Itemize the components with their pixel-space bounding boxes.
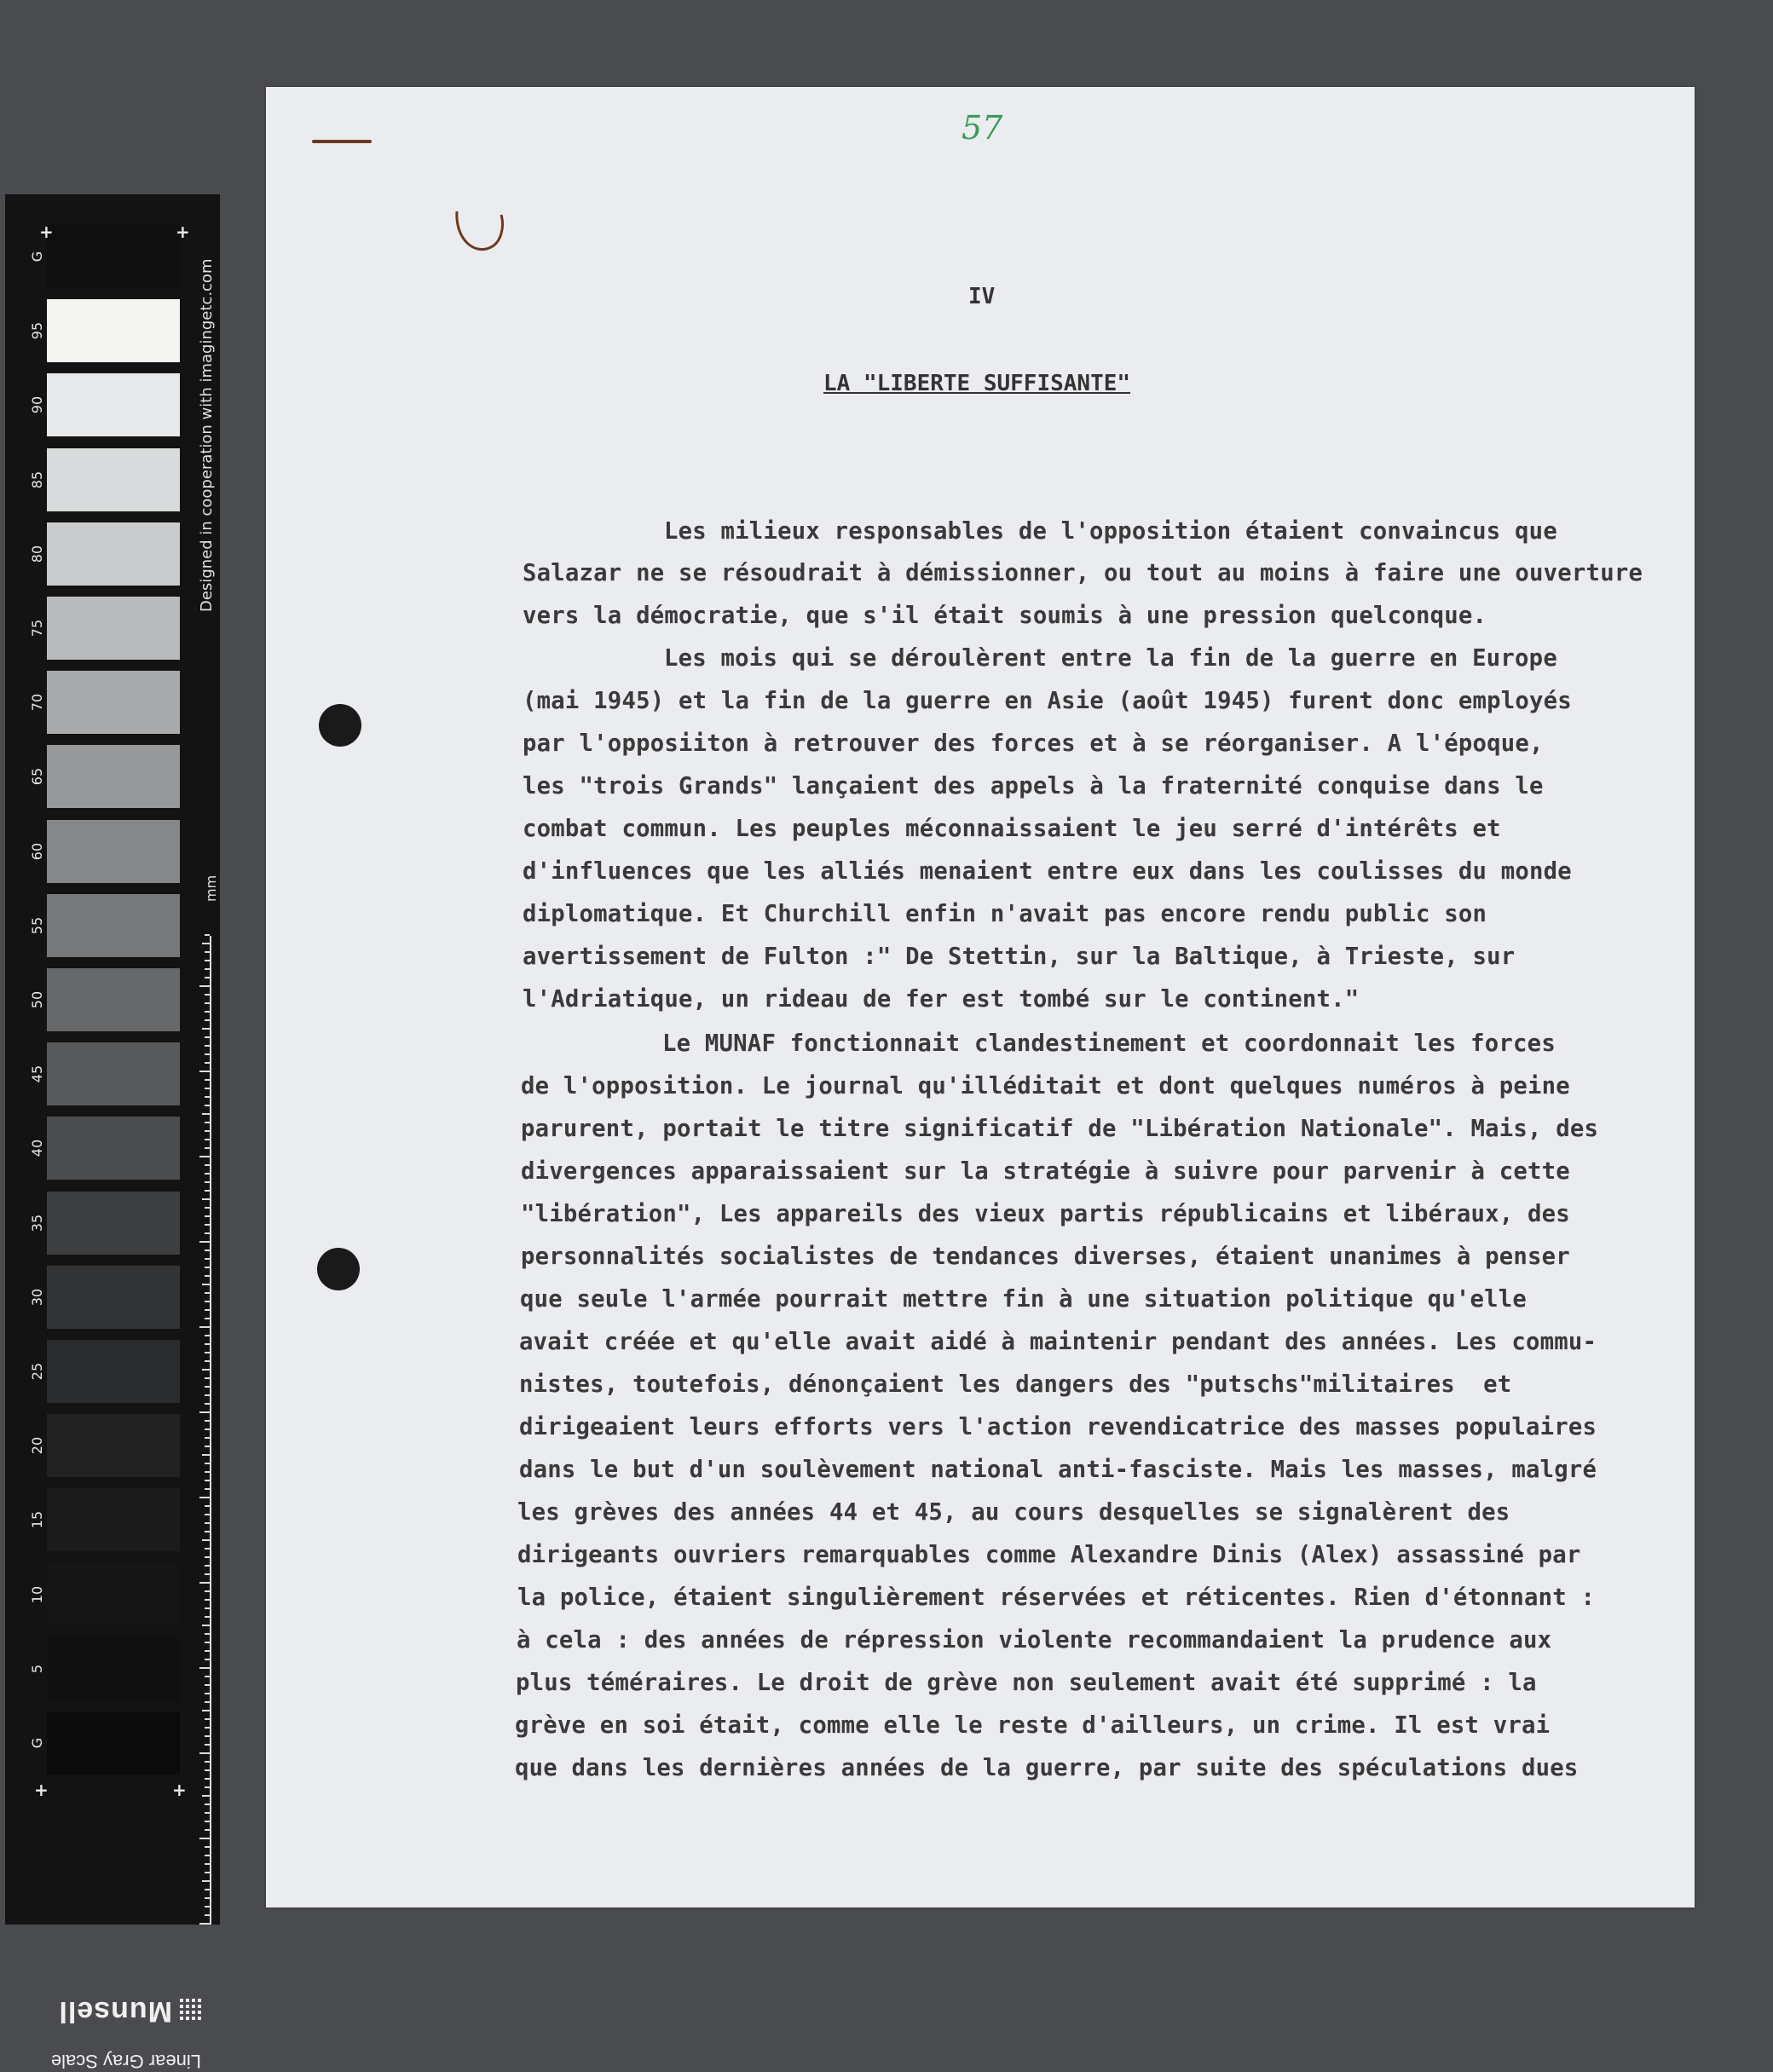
ruler-tick <box>205 1292 210 1294</box>
text-line: grève en soi était, comme elle le reste d'ailleurs, un crime. Il est vrai <box>515 1712 1551 1739</box>
ruler-tick <box>205 1906 210 1908</box>
ruler-tick <box>205 1565 210 1567</box>
ruler-tick <box>199 1497 210 1498</box>
ruler-tick <box>205 1232 210 1234</box>
text-line: de l'opposition. Le journal qu'illéditait et dont quelques numéros à peine <box>521 1073 1570 1099</box>
ruler-tick <box>205 1105 210 1106</box>
gray-patch-label: 50 <box>29 990 45 1009</box>
ruler-tick <box>205 1139 210 1140</box>
gray-patch-label: 85 <box>29 470 45 488</box>
registration-plus-icon: + <box>172 1780 187 1800</box>
ruler-tick <box>205 1428 210 1430</box>
ruler-tick <box>202 1539 210 1541</box>
ruler-tick <box>205 1343 210 1345</box>
gray-patch-label: 25 <box>29 1362 45 1381</box>
ruler-tick <box>199 1156 210 1157</box>
ruler-tick <box>202 1625 210 1626</box>
text-line: personnalités socialistes de tendances diverses, étaient unanimes à penser <box>521 1244 1570 1270</box>
ruler-tick <box>202 1795 210 1797</box>
ruler-tick <box>205 1548 210 1550</box>
ruler-tick <box>202 1028 210 1030</box>
gray-patch <box>47 1117 180 1180</box>
scale-credit-text: Designed in cooperation with imagingetc.com <box>198 258 216 612</box>
text-line: divergences apparaissaient sur la stratégie à suivre pour parvenir à cette <box>521 1158 1570 1185</box>
ruler-tick <box>205 1053 210 1055</box>
ruler-tick <box>205 994 210 996</box>
ruler-tick <box>205 1403 210 1405</box>
ruler-tick <box>205 951 210 953</box>
ruler-tick <box>205 1531 210 1532</box>
brand-name <box>31 1994 201 2028</box>
gray-patch-label: 40 <box>29 1140 45 1157</box>
text-line: dirigeants ouvriers remarquables comme Alexandre Dinis (Alex) assassiné par <box>517 1542 1581 1568</box>
ruler-tick <box>205 1062 210 1064</box>
gray-patch-label: 60 <box>29 842 45 860</box>
ruler-tick <box>199 1752 210 1754</box>
gray-patch-label: 75 <box>29 619 45 638</box>
ruler-tick <box>205 1360 210 1362</box>
gray-patch <box>47 373 180 436</box>
text-line: Les milieux responsables de l'opposition étaient convaincus que <box>664 518 1557 545</box>
ruler-tick <box>205 1829 210 1831</box>
ruler-tick <box>199 1411 210 1413</box>
ruler-tick <box>205 960 210 961</box>
gray-patch-label: G <box>29 251 45 263</box>
gray-patch-label: 5 <box>29 1664 45 1673</box>
ruler-tick <box>202 1454 210 1456</box>
ruler-tick <box>205 1207 210 1209</box>
gray-patch <box>47 968 180 1031</box>
ruler-tick <box>205 1769 210 1771</box>
ruler-tick <box>205 1633 210 1635</box>
gray-patch-label: 70 <box>29 694 45 712</box>
ruler-tick <box>205 1011 210 1013</box>
ruler-tick <box>199 1838 210 1839</box>
ruler-tick <box>205 1650 210 1652</box>
ruler-tick <box>199 1923 210 1925</box>
ruler-tick <box>205 1318 210 1319</box>
text-line: Salazar ne se résoudrait à démissionner, ou tout au moins à faire une ouverture <box>523 560 1643 586</box>
ruler-tick <box>205 1889 210 1890</box>
ruler-tick <box>205 1164 210 1166</box>
ruler-tick <box>202 1113 210 1115</box>
ruler-tick <box>205 1761 210 1763</box>
text-line: "libération", Les appareils des vieux partis républicains et libéraux, des <box>521 1201 1570 1227</box>
text-line: avait créée et qu'elle avait aidé à maintenir pendant des années. Les commu- <box>519 1329 1597 1355</box>
ruler-tick <box>205 1036 210 1038</box>
ruler-tick <box>205 1855 210 1856</box>
gray-patch-label: 80 <box>29 545 45 563</box>
ruler-tick <box>205 1088 210 1089</box>
gray-patch <box>47 820 180 883</box>
ruler-tick <box>205 1804 210 1805</box>
registration-plus-icon: + <box>34 1780 49 1800</box>
scale-name-text: Linear Gray Scale <box>50 2051 201 2072</box>
gray-patch-label: G <box>29 1737 45 1749</box>
ruler-tick <box>205 1693 210 1694</box>
ruler-tick <box>205 1488 210 1490</box>
registration-plus-icon: + <box>176 222 190 242</box>
ruler-tick <box>205 1394 210 1396</box>
text-line: Le MUNAF fonctionnait clandestinement et coordonnait les forces <box>662 1030 1556 1057</box>
gray-scale-card <box>5 194 220 2072</box>
ruler-tick <box>205 1019 210 1021</box>
gray-patch <box>47 1192 180 1255</box>
ruler-tick <box>205 1599 210 1601</box>
ruler-tick <box>205 1386 210 1388</box>
ruler-tick <box>205 1215 210 1217</box>
text-line: avertissement de Fulton :" De Stettin, sur la Baltique, à Trieste, sur <box>523 944 1516 970</box>
ruler-tick <box>205 1309 210 1311</box>
text-line: les "trois Grands" lançaient des appels à la fraternité conquise dans le <box>523 773 1544 799</box>
ruler-tick <box>205 1147 210 1149</box>
ruler-tick <box>202 1369 210 1371</box>
text-line: par l'opposiiton à retrouver des forces et à se réorganiser. A l'époque, <box>523 730 1544 757</box>
ruler-tick <box>205 1718 210 1720</box>
ruler-tick <box>205 1250 210 1251</box>
ruler-tick <box>205 1684 210 1686</box>
gray-patch <box>47 597 180 660</box>
ruler-tick <box>205 1267 210 1268</box>
chapter-title: LA "LIBERTE SUFFISANTE" <box>823 371 1131 396</box>
ruler-tick <box>199 1326 210 1328</box>
ruler-tick <box>205 1505 210 1507</box>
ruler-tick <box>205 1846 210 1848</box>
ruler-tick <box>205 968 210 970</box>
ruler-tick <box>205 1122 210 1123</box>
text-line: la police, étaient singulièrement réservées et réticentes. Rien d'étonnant : <box>517 1584 1596 1611</box>
ruler-tick <box>205 1130 210 1132</box>
ruler-tick <box>205 1812 210 1814</box>
gray-patch <box>47 671 180 734</box>
brand-text: Munsell <box>58 1995 172 2028</box>
ruler-tick <box>205 1744 210 1746</box>
text-line: diplomatique. Et Churchill enfin n'avait pas encore rendu public son <box>523 901 1487 927</box>
gray-patch <box>47 1414 180 1477</box>
ruler-tick <box>205 1897 210 1899</box>
ruler-tick <box>205 1573 210 1575</box>
ruler-tick <box>205 977 210 978</box>
gray-patch-label: 20 <box>29 1437 45 1455</box>
ruler-tick <box>205 1676 210 1677</box>
ruler-tick <box>205 1556 210 1558</box>
ruler-tick <box>202 943 210 944</box>
pen-dash-mark <box>312 140 372 143</box>
gray-patch <box>47 1042 180 1105</box>
text-line: vers la démocratie, que s'il était soumis à une pression quelconque. <box>523 603 1487 629</box>
gray-patch <box>47 745 180 808</box>
pen-hook-mark <box>448 205 517 261</box>
ruler-tick <box>205 1002 210 1004</box>
ruler-tick <box>205 1590 210 1592</box>
ruler-tick <box>205 1096 210 1098</box>
gray-patch <box>47 1637 180 1700</box>
registration-plus-icon: + <box>39 222 54 242</box>
gray-patch <box>47 448 180 511</box>
punch-hole-bottom <box>317 1248 360 1290</box>
gray-patch <box>47 1488 180 1551</box>
ruler-line <box>210 936 211 1925</box>
gray-patch <box>47 894 180 957</box>
ruler-tick <box>199 1667 210 1669</box>
ruler-tick <box>205 1914 210 1916</box>
ruler-tick <box>199 985 210 987</box>
text-line: (mai 1945) et la fin de la guerre en Asie (août 1945) furent donc employés <box>523 688 1572 714</box>
ruler-tick <box>205 1607 210 1609</box>
ruler-tick <box>205 1437 210 1439</box>
ruler-tick <box>202 1710 210 1711</box>
ruler-tick <box>205 1377 210 1379</box>
ruler-unit-label: mm <box>203 874 219 902</box>
ruler-tick <box>205 1821 210 1822</box>
gray-patch-label: 45 <box>29 1065 45 1083</box>
text-line: que seule l'armée pourrait mettre fin à une situation politique qu'elle <box>520 1286 1528 1313</box>
ruler-tick <box>205 1616 210 1618</box>
ruler-tick <box>205 1190 210 1192</box>
page-number: 57 <box>962 109 1003 147</box>
ruler-tick <box>202 1284 210 1285</box>
ruler-tick <box>205 1224 210 1226</box>
gray-patch <box>47 1563 180 1626</box>
ruler-tick <box>205 1480 210 1481</box>
ruler-tick <box>205 1786 210 1788</box>
text-line: d'influences que les alliés menaient entre eux dans les coulisses du monde <box>523 858 1572 885</box>
gray-patch-label: 90 <box>29 396 45 414</box>
ruler-tick <box>205 1420 210 1422</box>
ruler-tick <box>205 1275 210 1277</box>
text-line: Les mois qui se déroulèrent entre la fin de la guerre en Europe <box>664 645 1557 672</box>
ruler-tick <box>205 1181 210 1183</box>
ruler-tick <box>205 1463 210 1464</box>
ruler-tick <box>205 1659 210 1660</box>
text-line: les grèves des années 44 et 45, au cours desquelles se signalèrent des <box>517 1499 1510 1526</box>
text-line: combat commun. Les peuples méconnaissaient le jeu serré d'intérêts et <box>523 816 1501 842</box>
gray-patch-label: 65 <box>29 768 45 786</box>
ruler-tick <box>205 1778 210 1780</box>
ruler-tick <box>199 1241 210 1243</box>
gray-patch <box>47 522 180 586</box>
ruler-tick <box>202 1198 210 1200</box>
gray-patch-label: 95 <box>29 322 45 340</box>
text-line: que dans les dernières années de la guerre, par suite des spéculations dues <box>515 1755 1579 1781</box>
ruler-tick <box>205 1301 210 1302</box>
ruler-tick <box>205 1352 210 1353</box>
text-line: dans le but d'un soulèvement national anti-fasciste. Mais les masses, malgré <box>519 1457 1597 1483</box>
gray-patch <box>47 299 180 362</box>
ruler-tick <box>205 1079 210 1081</box>
ruler-tick <box>205 1258 210 1260</box>
gray-patch-label: 55 <box>29 916 45 934</box>
ruler-tick <box>205 1522 210 1524</box>
gray-patch <box>47 225 180 288</box>
gray-patch <box>47 1711 180 1775</box>
ruler-tick <box>205 1872 210 1873</box>
ruler-tick <box>205 1727 210 1729</box>
gray-patch-label: 15 <box>29 1511 45 1529</box>
ruler-tick <box>205 1471 210 1473</box>
ruler-tick <box>205 934 210 936</box>
munsell-logo-icon <box>179 1999 201 2021</box>
ruler-tick <box>205 1701 210 1703</box>
chapter-heading: IV <box>968 284 996 309</box>
text-line: dirigeaient leurs efforts vers l'action revendicatrice des masses populaires <box>519 1414 1597 1440</box>
munsell-brand <box>31 1994 201 2072</box>
ruler-tick <box>205 1446 210 1447</box>
gray-patch-label: 30 <box>29 1288 45 1306</box>
text-line: nistes, toutefois, dénonçaient les dangers des "putschs"militaires et <box>519 1371 1512 1398</box>
ruler-tick <box>205 1735 210 1737</box>
punch-hole-top <box>319 704 361 747</box>
ruler-tick <box>205 1514 210 1515</box>
text-line: parurent, portait le titre significatif de "Libération Nationale". Mais, des <box>521 1116 1599 1142</box>
ruler-tick <box>205 1335 210 1336</box>
gray-patch <box>47 1340 180 1403</box>
text-line: plus téméraires. Le droit de grève non seulement avait été supprimé : la <box>516 1670 1537 1696</box>
gray-patch-label: 10 <box>29 1585 45 1603</box>
gray-patch <box>47 1266 180 1329</box>
ruler-tick <box>202 1880 210 1882</box>
ruler-tick <box>205 1642 210 1643</box>
ruler-tick <box>199 1582 210 1584</box>
ruler-tick <box>205 1863 210 1865</box>
gray-patch-label: 35 <box>29 1214 45 1232</box>
text-line: à cela : des années de répression violente recommandaient la prudence aux <box>517 1627 1552 1654</box>
ruler-tick <box>205 1045 210 1047</box>
ruler-tick <box>199 1071 210 1072</box>
text-line: l'Adriatique, un rideau de fer est tombé sur le continent." <box>523 986 1360 1013</box>
ruler-tick <box>205 1173 210 1175</box>
